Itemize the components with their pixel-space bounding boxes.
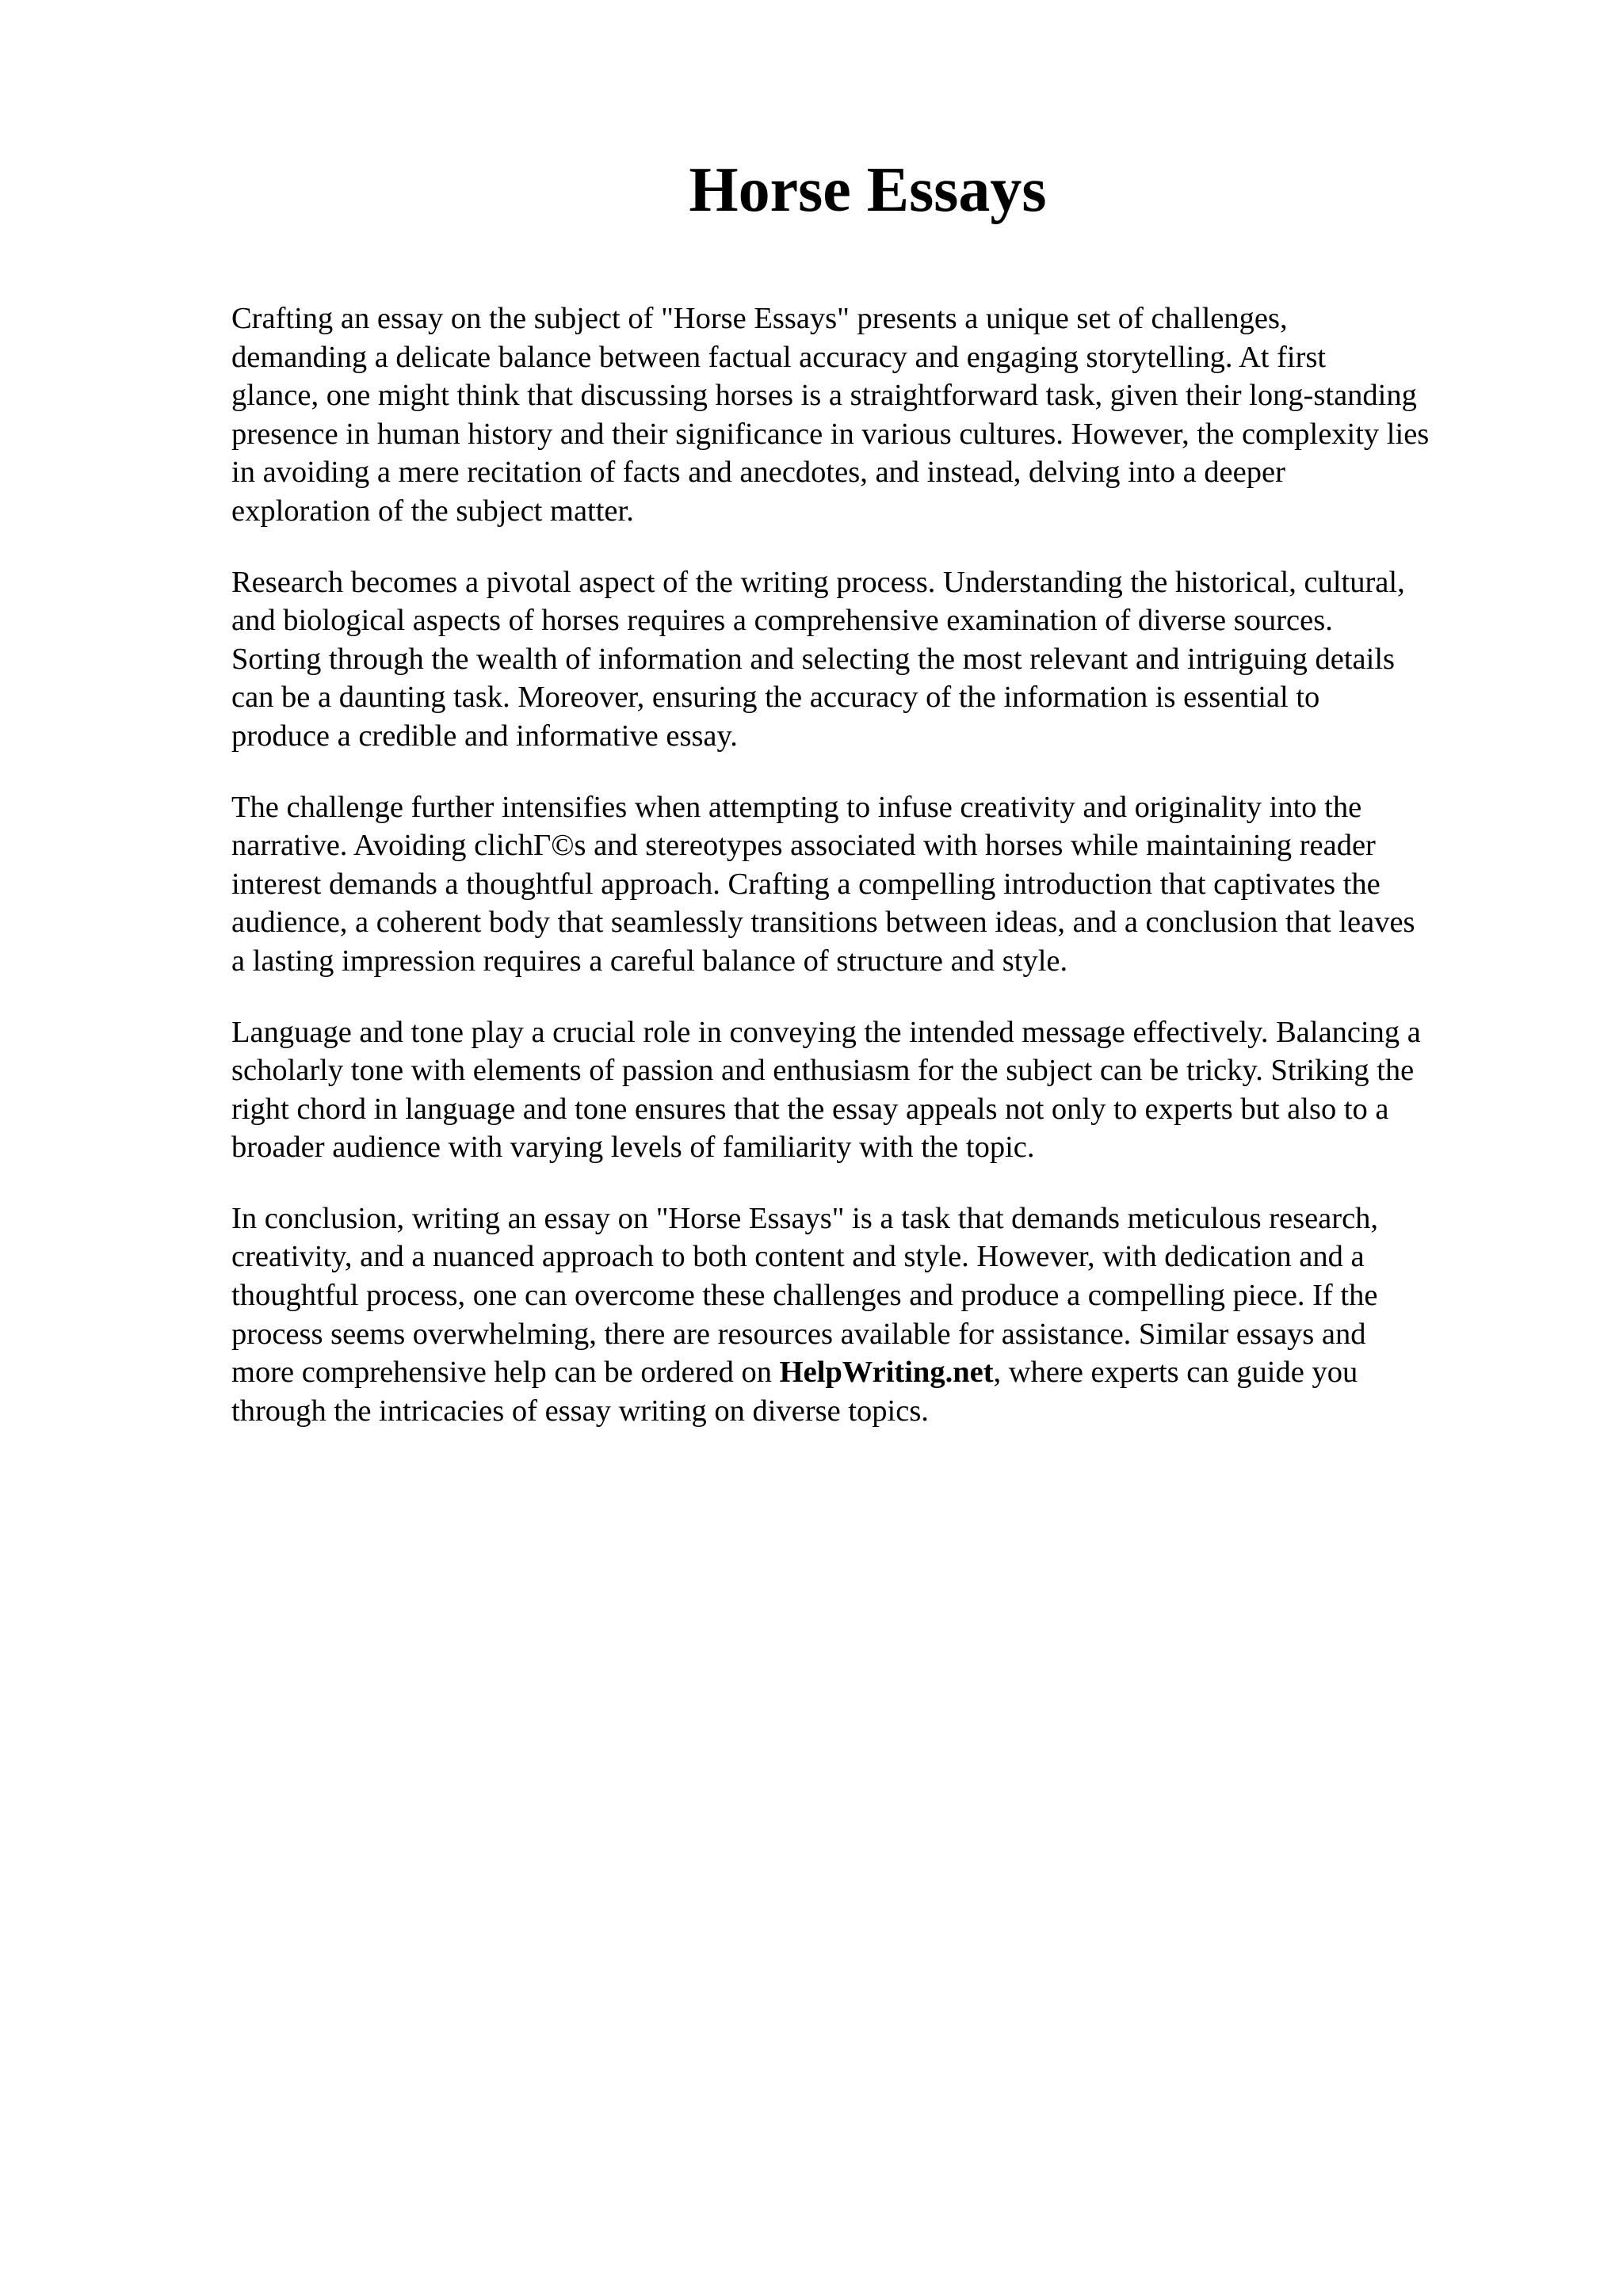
paragraph-line: interest demands a thoughtful approach. Crafting a compelling introduction that captivates the [231, 867, 1381, 901]
paragraph-line: produce a credible and informative essay. [231, 719, 738, 753]
paragraph-line: exploration of the subject matter. [231, 494, 634, 528]
paragraph-line: The challenge further intensifies when attempting to infuse creativity and originality into the [231, 790, 1362, 824]
page-title: Horse Essays [689, 155, 1047, 225]
link-line-after: , where experts can guide you [993, 1356, 1358, 1390]
paragraph-line: creativity, and a nuanced approach to both content and style. However, with dedication and a [231, 1240, 1365, 1274]
paragraph-4 [231, 1013, 1531, 1167]
paragraph-line: glance, one might think that discussing horses is a straightforward task, given their long-standing [231, 379, 1417, 413]
helpwriting-link[interactable]: HelpWriting.net [779, 1356, 994, 1390]
paragraph-1 [231, 299, 1531, 531]
paragraph-line: Sorting through the wealth of information and selecting the most relevant and intriguing details [231, 642, 1396, 676]
paragraph-line: narrative. Avoiding clichГ©s and stereotypes associated with horses while maintaining reader [231, 829, 1376, 863]
paragraph-line: demanding a delicate balance between factual accuracy and engaging storytelling. At first [231, 340, 1327, 374]
paragraph-line: audience, a coherent body that seamlessly transitions between ideas, and a conclusion that leaves [231, 906, 1415, 940]
essay-body [231, 299, 1531, 1463]
paragraph-3 [231, 788, 1531, 981]
paragraph-5 [231, 1199, 1531, 1431]
paragraph-line: Crafting an essay on the subject of "Horse Essays" presents a unique set of challenges, [231, 302, 1288, 335]
paragraph-line: and biological aspects of horses requires a comprehensive examination of diverse sources. [231, 604, 1333, 638]
link-line-before: more comprehensive help can be ordered on [231, 1356, 780, 1390]
paragraph-line: a lasting impression requires a careful balance of structure and style. [231, 944, 1068, 978]
paragraph-line: Language and tone play a crucial role in conveying the intended message effectively. Balancing a [231, 1015, 1421, 1049]
paragraph-line: scholarly tone with elements of passion and enthusiasm for the subject can be tricky. Striking the [231, 1054, 1415, 1088]
paragraph-line: in avoiding a mere recitation of facts and anecdotes, and instead, delving into a deeper [231, 456, 1285, 490]
paragraph-line: presence in human history and their significance in various cultures. However, the complexity lies [231, 417, 1430, 451]
paragraph-line: right chord in language and tone ensures that the essay appeals not only to experts but also to a [231, 1092, 1389, 1126]
paragraph-line: can be a daunting task. Moreover, ensuring the accuracy of the information is essential to [231, 681, 1320, 715]
paragraph-2 [231, 563, 1531, 756]
paragraph-line: process seems overwhelming, there are resources available for assistance. Similar essays and [231, 1317, 1366, 1351]
paragraph-line: In conclusion, writing an essay on "Horse Essays" is a task that demands meticulous research, [231, 1201, 1379, 1235]
paragraph-line: through the intricacies of essay writing on diverse topics. [231, 1394, 929, 1428]
paragraph-line: thoughtful process, one can overcome these challenges and produce a compelling piece. If the [231, 1279, 1378, 1313]
paragraph-line: Research becomes a pivotal aspect of the writing process. Understanding the historical, cultural, [231, 565, 1405, 599]
paragraph-line: broader audience with varying levels of familiarity with the topic. [231, 1131, 1035, 1165]
paragraph-line-with-link [231, 1353, 1531, 1392]
